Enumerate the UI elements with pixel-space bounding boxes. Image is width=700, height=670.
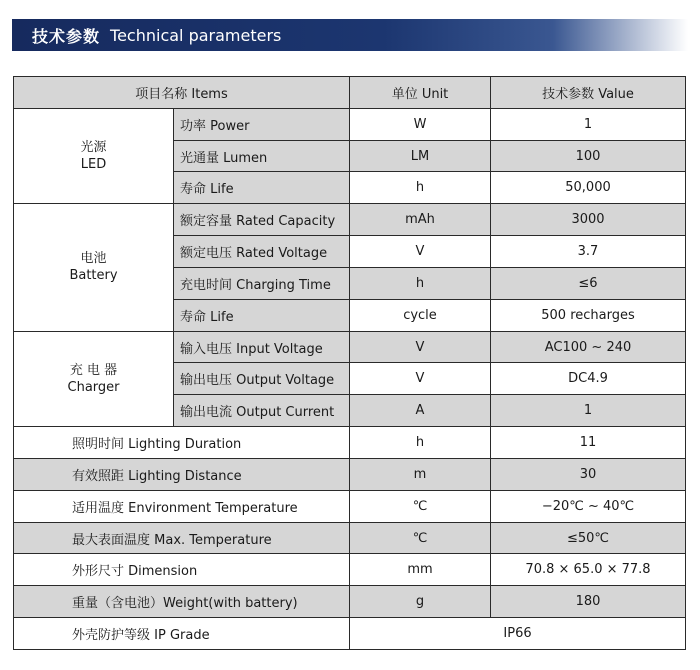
row-item: 输出电压 Output Voltage [174,363,350,395]
row-unit: h [350,172,491,204]
table-row-ip [14,618,686,650]
row-unit: h [350,267,491,299]
row-item: 输入电压 Input Voltage [174,331,350,363]
table-row [14,108,686,140]
row-value: 100 [491,140,686,172]
row-item: 外形尺寸 Dimension [14,554,350,586]
group-name-en: Battery [69,268,118,284]
row-value: ≤50℃ [491,522,686,554]
row-item: 额定电压 Rated Voltage [174,236,350,268]
group-name-en: Charger [67,379,120,395]
row-item: 重量（含电池）Weight(with battery) [14,586,350,618]
table-header-row [14,77,686,109]
row-value: IP66 [350,618,686,650]
table-row [14,204,686,236]
group-label-battery [14,204,174,331]
row-value: 3000 [491,204,686,236]
row-value: ≤6 [491,267,686,299]
header-value: 技术参数 Value [491,77,686,109]
row-value: 50,000 [491,172,686,204]
row-unit: g [350,586,491,618]
group-label-charger [14,331,174,426]
row-item: 照明时间 Lighting Duration [14,427,350,459]
row-unit: ℃ [350,522,491,554]
table-row [14,458,686,490]
row-value: 1 [491,395,686,427]
group-name-zh: 充 电 器 [69,362,118,378]
table-row [14,522,686,554]
row-value: 500 recharges [491,299,686,331]
row-item: 寿命 Life [174,299,350,331]
spec-table [13,76,686,650]
row-unit: V [350,331,491,363]
row-value: DC4.9 [491,363,686,395]
table-row [14,490,686,522]
row-unit: mAh [350,204,491,236]
header-unit: 单位 Unit [350,77,491,109]
group-name-zh: 光源 [80,140,107,156]
header-items: 项目名称 Items [14,77,350,109]
group-name-zh: 电池 [80,251,107,267]
row-unit: W [350,108,491,140]
row-value: 180 [491,586,686,618]
row-unit: V [350,236,491,268]
row-unit: mm [350,554,491,586]
row-unit: cycle [350,299,491,331]
row-value: 70.8 × 65.0 × 77.8 [491,554,686,586]
table-row [14,586,686,618]
group-name-en: LED [80,157,107,173]
table-row [14,427,686,459]
row-item: 功率 Power [174,108,350,140]
group-label-led [14,108,174,203]
row-unit: ℃ [350,490,491,522]
row-unit: LM [350,140,491,172]
table-row [14,554,686,586]
row-unit: A [350,395,491,427]
banner-title-en: Technical parameters [110,25,282,45]
row-value: −20℃ ~ 40℃ [491,490,686,522]
row-item: 最大表面温度 Max. Temperature [14,522,350,554]
section-banner [12,19,688,51]
row-value: AC100 ~ 240 [491,331,686,363]
row-unit: h [350,427,491,459]
row-value: 3.7 [491,236,686,268]
row-item: 寿命 Life [174,172,350,204]
row-value: 30 [491,458,686,490]
row-unit: m [350,458,491,490]
row-item: 外壳防护等级 IP Grade [14,618,350,650]
row-item: 额定容量 Rated Capacity [174,204,350,236]
row-item: 适用温度 Environment Temperature [14,490,350,522]
table-row [14,331,686,363]
row-value: 11 [491,427,686,459]
row-item: 输出电流 Output Current [174,395,350,427]
row-unit: V [350,363,491,395]
row-value: 1 [491,108,686,140]
banner-title-zh: 技术参数 [32,26,101,46]
row-item: 有效照距 Lighting Distance [14,458,350,490]
row-item: 光通量 Lumen [174,140,350,172]
row-item: 充电时间 Charging Time [174,267,350,299]
